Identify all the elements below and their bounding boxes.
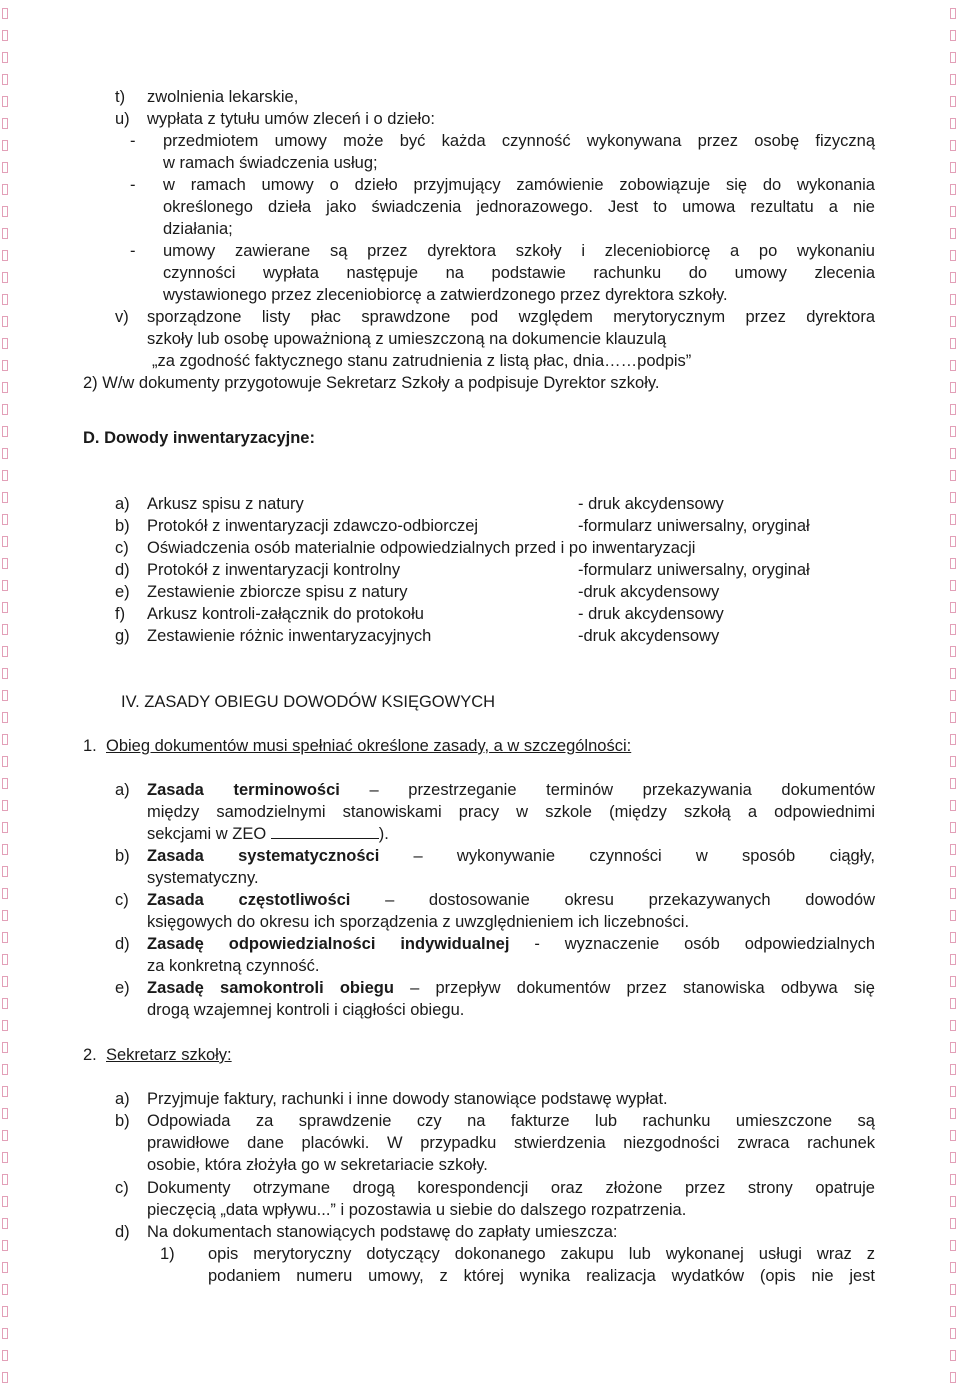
border-ornament	[950, 932, 956, 943]
border-ornament	[950, 184, 956, 195]
paragraph-number: 1.	[83, 737, 97, 755]
border-ornament	[950, 976, 956, 987]
border-ornament	[2, 1130, 8, 1141]
border-ornament	[2, 778, 8, 789]
border-ornament	[2, 1218, 8, 1229]
paragraph-line: drogą wzajemnej kontroli i ciągłości obiegu.	[147, 1001, 465, 1019]
border-ornament	[950, 1174, 956, 1185]
rule-desc: – przestrzeganie terminów przekazywania dokumentów	[369, 781, 875, 799]
document-name: Protokół z inwentaryzacji zdawczo-odbiorczej	[147, 517, 479, 535]
border-ornament	[2, 184, 8, 195]
border-ornament	[2, 1196, 8, 1207]
border-ornament	[2, 734, 8, 745]
border-ornament	[2, 668, 8, 679]
paragraph-line: między samodzielnymi stanowiskami pracy w szkole (między szkołą a odpowiednimi	[147, 803, 875, 821]
border-ornament	[950, 294, 956, 305]
border-ornament	[2, 954, 8, 965]
border-ornament	[950, 712, 956, 723]
text-fragment: ).	[378, 825, 389, 843]
border-ornament	[950, 426, 956, 437]
border-ornament	[2, 30, 8, 41]
paragraph-line: Odpowiada za sprawdzenie czy na fakturze lub rachunku umieszczone są	[147, 1112, 875, 1130]
border-ornament	[2, 404, 8, 415]
paragraph-line: 2) W/w dokumenty przygotowuje Sekretarz Szkoły a podpisuje Dyrektor szkoły.	[83, 374, 660, 392]
list-label: f)	[115, 605, 126, 623]
border-ornament	[2, 1262, 8, 1273]
list-label: c)	[115, 539, 129, 557]
paragraph-line: określonego dzieła jako świadczenia jednorazowego. Jest to umowa rezultatu a nie	[163, 198, 875, 216]
rule-name: Zasada terminowości	[147, 781, 340, 799]
border-ornament	[950, 778, 956, 789]
border-ornament	[2, 756, 8, 767]
border-ornament	[2, 118, 8, 129]
border-ornament	[950, 954, 956, 965]
list-label: d)	[115, 561, 130, 579]
dash-bullet: -	[130, 132, 136, 150]
border-ornament	[950, 316, 956, 327]
paragraph-line: systematyczny.	[147, 869, 259, 887]
paragraph-line: za konkretną czynność.	[147, 957, 320, 975]
section-heading: D. Dowody inwentaryzacyjne:	[83, 429, 315, 447]
document-name: Arkusz spisu z natury	[147, 495, 304, 513]
rule-desc: - wyznaczenie osób odpowiedzialnych	[534, 935, 875, 953]
border-ornament	[2, 426, 8, 437]
border-ornament	[2, 822, 8, 833]
border-ornament	[950, 30, 956, 41]
border-ornament	[2, 932, 8, 943]
border-ornament	[2, 470, 8, 481]
border-ornament	[950, 162, 956, 173]
border-ornament	[950, 1218, 956, 1229]
paragraph-heading: Sekretarz szkoły:	[106, 1046, 232, 1064]
rule-line	[147, 779, 875, 801]
border-ornament	[950, 1328, 956, 1339]
border-ornament	[2, 1240, 8, 1251]
border-ornament	[2, 96, 8, 107]
paragraph-line: podaniem numeru umowy, z której wynika realizacja wydatków (opis nie jest	[208, 1267, 875, 1285]
border-ornament	[950, 96, 956, 107]
list-label: e)	[115, 979, 130, 997]
paragraph-line	[147, 823, 389, 845]
border-ornament	[950, 536, 956, 547]
border-ornament	[2, 316, 8, 327]
border-ornament	[950, 514, 956, 525]
border-ornament	[2, 338, 8, 349]
border-ornament	[2, 1350, 8, 1361]
border-ornament	[950, 866, 956, 877]
document-name: Zestawienie różnic inwentaryzacyjnych	[147, 627, 432, 645]
border-ornament	[950, 1372, 956, 1383]
border-ornament	[950, 228, 956, 239]
paragraph-line: szkoły lub osobę upoważnioną z umieszczoną na dokumencie klauzulą	[147, 330, 667, 348]
border-ornament	[950, 1306, 956, 1317]
list-label: 1)	[160, 1245, 175, 1263]
border-ornament	[950, 1284, 956, 1295]
list-label: b)	[115, 1112, 130, 1130]
paragraph-line: pieczęcią „data wpływu...” i pozostawia u siebie do dalszego rozpatrzenia.	[147, 1201, 687, 1219]
list-label: t)	[115, 88, 126, 106]
border-ornament	[950, 1108, 956, 1119]
border-ornament	[2, 602, 8, 613]
border-ornament	[950, 800, 956, 811]
border-ornament	[2, 976, 8, 987]
border-ornament	[2, 800, 8, 811]
border-ornament	[2, 206, 8, 217]
border-ornament	[2, 382, 8, 393]
border-ornament	[2, 1152, 8, 1163]
rule-line	[147, 977, 875, 999]
border-ornament	[2, 844, 8, 855]
document-type: -druk akcydensowy	[578, 627, 720, 645]
border-ornament	[2, 1328, 8, 1339]
list-label: c)	[115, 891, 129, 909]
border-ornament	[950, 1152, 956, 1163]
border-ornament	[2, 8, 8, 19]
rule-desc: – dostosowanie okresu przekazywanych dowodów	[385, 891, 875, 909]
border-ornament	[950, 668, 956, 679]
list-label: v)	[115, 308, 129, 326]
border-ornament	[2, 1064, 8, 1075]
document-type: -druk akcydensowy	[578, 583, 720, 601]
border-ornament	[950, 250, 956, 261]
border-ornament	[950, 602, 956, 613]
rule-line	[147, 933, 875, 955]
rule-desc: – wykonywanie czynności w sposób ciągły,	[413, 847, 875, 865]
border-ornament	[2, 712, 8, 723]
paragraph-line: opis merytoryczny dotyczący dokonanego zakupu lub wykonanej usługi wraz z	[208, 1245, 875, 1263]
border-ornament	[950, 206, 956, 217]
paragraph-line: osobie, która złożyła go w sekretariacie szkoły.	[147, 1156, 488, 1174]
border-ornament	[2, 448, 8, 459]
border-ornament	[2, 1042, 8, 1053]
document-name: Arkusz kontroli-załącznik do protokołu	[147, 605, 424, 623]
border-ornament	[2, 536, 8, 547]
border-ornament	[2, 74, 8, 85]
border-ornament	[950, 492, 956, 503]
border-ornament	[2, 360, 8, 371]
border-ornament	[2, 866, 8, 877]
border-ornament	[950, 140, 956, 151]
border-ornament	[2, 998, 8, 1009]
list-label: a)	[115, 495, 130, 513]
document-name: Protokół z inwentaryzacji kontrolny	[147, 561, 401, 579]
rule-desc: – przepływ dokumentów przez stanowiska odbywa się	[410, 979, 875, 997]
border-ornament	[950, 1196, 956, 1207]
border-ornament	[950, 580, 956, 591]
border-ornament	[2, 272, 8, 283]
border-ornament	[950, 646, 956, 657]
border-ornament	[2, 1372, 8, 1383]
border-ornament	[2, 52, 8, 63]
border-ornament	[950, 558, 956, 569]
border-ornament	[950, 1086, 956, 1097]
border-ornament	[950, 1042, 956, 1053]
border-ornament	[950, 998, 956, 1009]
border-ornament	[2, 1306, 8, 1317]
border-ornament	[2, 514, 8, 525]
paragraph-line: księgowych do okresu ich sporządzenia z uwzględnieniem ich liczebności.	[147, 913, 690, 931]
border-ornament	[2, 1174, 8, 1185]
paragraph-line: działania;	[163, 220, 233, 238]
border-ornament	[950, 1262, 956, 1273]
list-item-text: zwolnienia lekarskie,	[147, 88, 299, 106]
border-ornament	[950, 624, 956, 635]
border-ornament	[950, 118, 956, 129]
border-ornament	[950, 382, 956, 393]
list-label: a)	[115, 1090, 130, 1108]
paragraph-line: sporządzone listy płac sprawdzone pod względem merytorycznym przez dyrektora	[147, 308, 875, 326]
border-ornament	[2, 888, 8, 899]
blank-line	[271, 823, 379, 839]
rule-line	[147, 845, 875, 867]
border-ornament	[950, 1350, 956, 1361]
border-ornament	[950, 404, 956, 415]
border-ornament	[950, 1240, 956, 1251]
rule-name: Zasada częstotliwości	[147, 891, 351, 909]
page-border-left	[0, 0, 12, 1396]
border-ornament	[950, 888, 956, 899]
paragraph-line: „za zgodność faktycznego stanu zatrudnienia z listą płac, dnia……podpis”	[152, 352, 692, 370]
rule-line	[147, 889, 875, 911]
list-label: e)	[115, 583, 130, 601]
border-ornament	[2, 250, 8, 261]
document-type: -formularz uniwersalny, oryginał	[578, 517, 810, 535]
list-label: d)	[115, 1223, 130, 1241]
dash-bullet: -	[130, 242, 136, 260]
rule-name: Zasadę samokontroli obiegu	[147, 979, 394, 997]
border-ornament	[2, 1108, 8, 1119]
paragraph-line: umowy zawierane są przez dyrektora szkoły i zleceniobiorcę a po wykonaniu	[163, 242, 875, 260]
rule-name: Zasada systematyczności	[147, 847, 380, 865]
border-ornament	[2, 624, 8, 635]
paragraph-line: przedmiotem umowy może być każda czynność wykonywana przez osobę fizyczną	[163, 132, 875, 150]
list-label: a)	[115, 781, 130, 799]
page-border-right	[948, 0, 960, 1396]
border-ornament	[2, 558, 8, 569]
border-ornament	[2, 1020, 8, 1031]
paragraph-number: 2.	[83, 1046, 97, 1064]
border-ornament	[950, 1064, 956, 1075]
list-label: g)	[115, 627, 130, 645]
border-ornament	[2, 1086, 8, 1097]
paragraph-line: w ramach świadczenia usług;	[163, 154, 378, 172]
border-ornament	[950, 910, 956, 921]
border-ornament	[2, 910, 8, 921]
border-ornament	[2, 580, 8, 591]
list-label: d)	[115, 935, 130, 953]
border-ornament	[950, 690, 956, 701]
border-ornament	[950, 844, 956, 855]
document-type: -formularz uniwersalny, oryginał	[578, 561, 810, 579]
border-ornament	[2, 228, 8, 239]
dash-bullet: -	[130, 176, 136, 194]
border-ornament	[2, 162, 8, 173]
paragraph-line: Na dokumentach stanowiących podstawę do zapłaty umieszcza:	[147, 1223, 618, 1241]
document-type: - druk akcydensowy	[578, 605, 724, 623]
document-name: Zestawienie zbiorcze spisu z natury	[147, 583, 408, 601]
border-ornament	[950, 1130, 956, 1141]
border-ornament	[950, 448, 956, 459]
paragraph-line: Dokumenty otrzymane drogą korespondencji oraz złożone przez strony opatruje	[147, 1179, 875, 1197]
border-ornament	[950, 52, 956, 63]
border-ornament	[2, 492, 8, 503]
list-item-text: wypłata z tytułu umów zleceń i o dzieło:	[147, 110, 435, 128]
list-label: c)	[115, 1179, 129, 1197]
paragraph-line: Przyjmuje faktury, rachunki i inne dowody stanowiące podstawę wypłat.	[147, 1090, 668, 1108]
border-ornament	[950, 74, 956, 85]
paragraph-line: wystawionego przez zleceniobiorcę a zatwierdzonego przez dyrektora szkoły.	[163, 286, 728, 304]
border-ornament	[2, 1284, 8, 1295]
paragraph-line: prawidłowe dane placówki. W przypadku stwierdzenia niezgodności zwraca rachunek	[147, 1134, 875, 1152]
border-ornament	[2, 646, 8, 657]
border-ornament	[950, 338, 956, 349]
list-label: b)	[115, 847, 130, 865]
border-ornament	[950, 734, 956, 745]
border-ornament	[950, 1020, 956, 1031]
text-fragment: sekcjami w ZEO	[147, 825, 267, 843]
section-heading: IV. ZASADY OBIEGU DOWODÓW KSIĘGOWYCH	[121, 693, 496, 711]
border-ornament	[950, 8, 956, 19]
paragraph-line: czynności wypłata następuje na podstawie rachunku do umowy zlecenia	[163, 264, 875, 282]
border-ornament	[950, 272, 956, 283]
rule-name: Zasadę odpowiedzialności indywidualnej	[147, 935, 510, 953]
border-ornament	[2, 690, 8, 701]
paragraph-heading: Obieg dokumentów musi spełniać określone zasady, a w szczególności:	[106, 737, 632, 755]
list-label: b)	[115, 517, 130, 535]
border-ornament	[950, 756, 956, 767]
border-ornament	[950, 360, 956, 371]
border-ornament	[2, 140, 8, 151]
list-label: u)	[115, 110, 130, 128]
border-ornament	[950, 470, 956, 481]
border-ornament	[2, 294, 8, 305]
border-ornament	[950, 822, 956, 833]
document-type: - druk akcydensowy	[578, 495, 724, 513]
paragraph-line: w ramach umowy o dzieło przyjmujący zamówienie zobowiązuje się do wykonania	[163, 176, 875, 194]
document-name: Oświadczenia osób materialnie odpowiedzialnych przed i po inwentaryzacji	[147, 539, 696, 557]
